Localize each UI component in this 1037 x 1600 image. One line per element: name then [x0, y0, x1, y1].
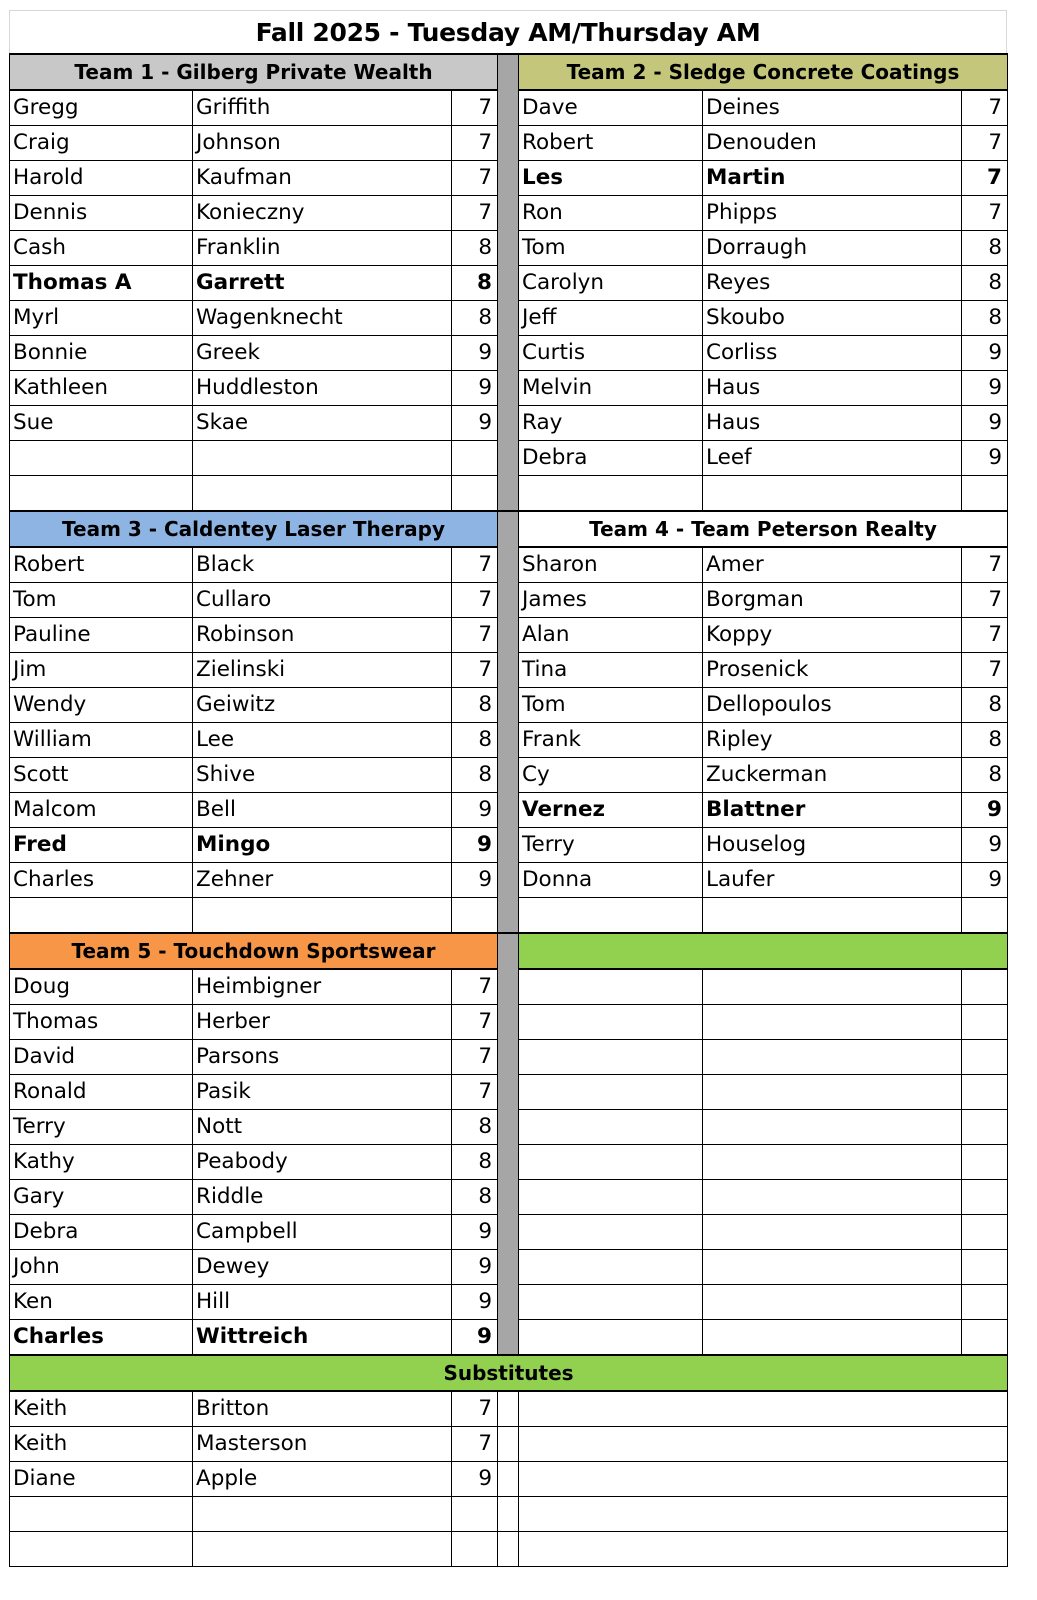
team3-first-name-cell[interactable]: Tom [10, 583, 193, 618]
team2-number-cell[interactable]: 8 [962, 301, 1008, 336]
team3-number-cell[interactable]: 8 [452, 758, 498, 793]
team6-last-name-cell[interactable] [703, 1005, 962, 1040]
team3-last-name-cell[interactable]: Mingo [193, 828, 452, 863]
team2-number-cell[interactable]: 9 [962, 336, 1008, 371]
team6-number-cell[interactable] [962, 1215, 1008, 1250]
team3-first-name-cell[interactable]: Scott [10, 758, 193, 793]
team1-first-name-cell[interactable] [10, 476, 193, 512]
team3-first-name-cell[interactable] [10, 898, 193, 934]
table-row [10, 1532, 1008, 1567]
team3-last-name-cell[interactable] [193, 898, 452, 934]
team2-first-name-cell[interactable]: Curtis [519, 336, 703, 371]
team5-last-name-cell[interactable]: Hill [193, 1285, 452, 1320]
substitute-first-name-cell[interactable]: Keith [10, 1427, 193, 1462]
team6-first-name-cell[interactable] [519, 1180, 703, 1215]
team2-header[interactable]: Team 2 - Sledge Concrete Coatings [519, 54, 1008, 90]
team5-last-name-cell[interactable]: Pasik [193, 1075, 452, 1110]
team1-last-name-cell[interactable]: Wagenknecht [193, 301, 452, 336]
team1-last-name-cell[interactable]: Skae [193, 406, 452, 441]
team6-number-cell[interactable] [962, 1250, 1008, 1285]
team4-number-cell[interactable] [962, 898, 1008, 934]
team4-last-name-cell[interactable]: Borgman [703, 583, 962, 618]
team3-number-cell[interactable]: 7 [452, 618, 498, 653]
team2-last-name-cell[interactable]: Haus [703, 371, 962, 406]
team5-number-cell[interactable]: 9 [452, 1250, 498, 1285]
team1-first-name-cell[interactable]: Myrl [10, 301, 193, 336]
team4-number-cell[interactable]: 9 [962, 793, 1008, 828]
team6-last-name-cell[interactable] [703, 1110, 962, 1145]
team5-last-name-cell[interactable]: Campbell [193, 1215, 452, 1250]
substitute-number-cell[interactable] [452, 1532, 498, 1567]
substitute-blank-cell[interactable] [519, 1427, 1008, 1462]
column-separator [498, 933, 519, 1355]
team2-number-cell[interactable]: 7 [962, 196, 1008, 231]
team5-last-name-cell[interactable]: Nott [193, 1110, 452, 1145]
team2-first-name-cell[interactable]: Tom [519, 231, 703, 266]
team4-last-name-cell[interactable]: Prosenick [703, 653, 962, 688]
team1-header[interactable]: Team 1 - Gilberg Private Wealth [10, 54, 498, 90]
table-row [10, 1427, 1008, 1462]
team2-last-name-cell[interactable]: Reyes [703, 266, 962, 301]
team4-number-cell[interactable]: 7 [962, 583, 1008, 618]
substitute-blank-cell[interactable] [498, 1391, 519, 1427]
team6-first-name-cell[interactable] [519, 1215, 703, 1250]
team2-last-name-cell[interactable] [703, 476, 962, 512]
team5-number-cell[interactable]: 8 [452, 1110, 498, 1145]
substitute-first-name-cell[interactable]: Keith [10, 1391, 193, 1427]
team1-first-name-cell[interactable]: Thomas A [10, 266, 193, 301]
team2-last-name-cell[interactable]: Haus [703, 406, 962, 441]
team2-number-cell[interactable]: 7 [962, 161, 1008, 196]
team3-first-name-cell[interactable]: Fred [10, 828, 193, 863]
team1-number-cell[interactable]: 7 [452, 196, 498, 231]
team2-number-cell[interactable]: 9 [962, 371, 1008, 406]
team5-first-name-cell[interactable]: Ronald [10, 1075, 193, 1110]
team1-last-name-cell[interactable]: Konieczny [193, 196, 452, 231]
substitute-number-cell[interactable]: 7 [452, 1391, 498, 1427]
team2-last-name-cell[interactable]: Corliss [703, 336, 962, 371]
team4-number-cell[interactable]: 7 [962, 618, 1008, 653]
team5-number-cell[interactable]: 7 [452, 1005, 498, 1040]
team3-first-name-cell[interactable]: Robert [10, 547, 193, 583]
team6-number-cell[interactable] [962, 1320, 1008, 1356]
team1-first-name-cell[interactable] [10, 441, 193, 476]
team1-number-cell[interactable]: 9 [452, 336, 498, 371]
team2-first-name-cell[interactable]: Jeff [519, 301, 703, 336]
team1-number-cell[interactable]: 8 [452, 301, 498, 336]
team4-first-name-cell[interactable]: James [519, 583, 703, 618]
team4-header[interactable]: Team 4 - Team Peterson Realty [519, 511, 1008, 547]
team1-last-name-cell[interactable]: Huddleston [193, 371, 452, 406]
substitute-number-cell[interactable]: 9 [452, 1462, 498, 1497]
team4-last-name-cell[interactable]: Blattner [703, 793, 962, 828]
team1-number-cell[interactable]: 8 [452, 231, 498, 266]
substitute-last-name-cell[interactable]: Britton [193, 1391, 452, 1427]
team3-first-name-cell[interactable]: Charles [10, 863, 193, 898]
team1-first-name-cell[interactable]: Cash [10, 231, 193, 266]
team5-last-name-cell[interactable]: Parsons [193, 1040, 452, 1075]
team6-number-cell[interactable] [962, 1040, 1008, 1075]
team1-first-name-cell[interactable]: Craig [10, 126, 193, 161]
team1-last-name-cell[interactable] [193, 476, 452, 512]
team2-last-name-cell[interactable]: Skoubo [703, 301, 962, 336]
team3-first-name-cell[interactable]: Malcom [10, 793, 193, 828]
team6-number-cell[interactable] [962, 1110, 1008, 1145]
roster-sheet [9, 10, 1007, 1567]
team2-number-cell[interactable] [962, 476, 1008, 512]
team4-last-name-cell[interactable]: Koppy [703, 618, 962, 653]
team6-number-cell[interactable] [962, 1285, 1008, 1320]
team5-last-name-cell[interactable]: Heimbigner [193, 969, 452, 1005]
team3-number-cell[interactable]: 9 [452, 828, 498, 863]
team6-first-name-cell[interactable] [519, 1320, 703, 1356]
team5-number-cell[interactable]: 9 [452, 1215, 498, 1250]
team2-last-name-cell[interactable]: Leef [703, 441, 962, 476]
team1-last-name-cell[interactable]: Franklin [193, 231, 452, 266]
team6-last-name-cell[interactable] [703, 1040, 962, 1075]
team3-number-cell[interactable]: 7 [452, 583, 498, 618]
team6-first-name-cell[interactable] [519, 1040, 703, 1075]
team3-first-name-cell[interactable]: Pauline [10, 618, 193, 653]
substitute-blank-cell[interactable] [519, 1462, 1008, 1497]
team2-first-name-cell[interactable]: Ray [519, 406, 703, 441]
team4-last-name-cell[interactable]: Dellopoulos [703, 688, 962, 723]
team6-last-name-cell[interactable] [703, 1180, 962, 1215]
team6-last-name-cell[interactable] [703, 1320, 962, 1356]
team6-last-name-cell[interactable] [703, 1215, 962, 1250]
team5-first-name-cell[interactable]: David [10, 1040, 193, 1075]
substitute-number-cell[interactable]: 7 [452, 1427, 498, 1462]
team3-last-name-cell[interactable]: Geiwitz [193, 688, 452, 723]
team3-first-name-cell[interactable]: Jim [10, 653, 193, 688]
team1-last-name-cell[interactable]: Kaufman [193, 161, 452, 196]
substitute-last-name-cell[interactable]: Masterson [193, 1427, 452, 1462]
team1-number-cell[interactable]: 9 [452, 371, 498, 406]
team1-first-name-cell[interactable]: Sue [10, 406, 193, 441]
team3-first-name-cell[interactable]: Wendy [10, 688, 193, 723]
team5-last-name-cell[interactable]: Riddle [193, 1180, 452, 1215]
substitute-blank-cell[interactable] [498, 1497, 519, 1532]
column-separator [498, 54, 519, 511]
team2-first-name-cell[interactable]: Carolyn [519, 266, 703, 301]
team4-number-cell[interactable]: 8 [962, 758, 1008, 793]
team6-last-name-cell[interactable] [703, 969, 962, 1005]
team6-first-name-cell[interactable] [519, 1145, 703, 1180]
team5-number-cell[interactable]: 7 [452, 1040, 498, 1075]
substitute-first-name-cell[interactable] [10, 1497, 193, 1532]
team3-number-cell[interactable]: 8 [452, 723, 498, 758]
team6-header[interactable] [519, 933, 1008, 969]
sheet-title[interactable]: Fall 2025 - Tuesday AM/Thursday AM [9, 10, 1007, 53]
table-row [10, 1462, 1008, 1497]
team1-number-cell[interactable] [452, 441, 498, 476]
team6-number-cell[interactable] [962, 1180, 1008, 1215]
substitute-blank-cell[interactable] [519, 1391, 1008, 1427]
team3-number-cell[interactable]: 9 [452, 793, 498, 828]
team6-last-name-cell[interactable] [703, 1250, 962, 1285]
team3-last-name-cell[interactable]: Bell [193, 793, 452, 828]
team4-last-name-cell[interactable]: Laufer [703, 863, 962, 898]
team2-first-name-cell[interactable] [519, 476, 703, 512]
team5-last-name-cell[interactable]: Peabody [193, 1145, 452, 1180]
team2-last-name-cell[interactable]: Phipps [703, 196, 962, 231]
team1-number-cell[interactable]: 9 [452, 406, 498, 441]
team4-first-name-cell[interactable]: Tom [519, 688, 703, 723]
team4-last-name-cell[interactable]: Houselog [703, 828, 962, 863]
team4-first-name-cell[interactable]: Vernez [519, 793, 703, 828]
team4-first-name-cell[interactable]: Cy [519, 758, 703, 793]
team5-number-cell[interactable]: 9 [452, 1320, 498, 1356]
substitute-blank-cell[interactable] [519, 1532, 1008, 1567]
substitute-last-name-cell[interactable] [193, 1532, 452, 1567]
team2-first-name-cell[interactable]: Les [519, 161, 703, 196]
team4-last-name-cell[interactable]: Zuckerman [703, 758, 962, 793]
team5-first-name-cell[interactable]: Terry [10, 1110, 193, 1145]
team5-first-name-cell[interactable]: Kathy [10, 1145, 193, 1180]
team1-first-name-cell[interactable]: Gregg [10, 90, 193, 126]
team5-number-cell[interactable]: 9 [452, 1285, 498, 1320]
team2-number-cell[interactable]: 8 [962, 231, 1008, 266]
team5-first-name-cell[interactable]: John [10, 1250, 193, 1285]
team3-last-name-cell[interactable]: Cullaro [193, 583, 452, 618]
team5-number-cell[interactable]: 7 [452, 1075, 498, 1110]
team1-number-cell[interactable]: 7 [452, 161, 498, 196]
team3-last-name-cell[interactable]: Zielinski [193, 653, 452, 688]
team5-number-cell[interactable]: 7 [452, 969, 498, 1005]
team4-number-cell[interactable]: 8 [962, 688, 1008, 723]
team5-first-name-cell[interactable]: Ken [10, 1285, 193, 1320]
team6-last-name-cell[interactable] [703, 1145, 962, 1180]
team4-last-name-cell[interactable]: Ripley [703, 723, 962, 758]
team3-number-cell[interactable] [452, 898, 498, 934]
team4-first-name-cell[interactable]: Donna [519, 863, 703, 898]
team3-number-cell[interactable]: 9 [452, 863, 498, 898]
team6-number-cell[interactable] [962, 1145, 1008, 1180]
team2-number-cell[interactable]: 7 [962, 90, 1008, 126]
team3-header[interactable]: Team 3 - Caldentey Laser Therapy [10, 511, 498, 547]
team5-first-name-cell[interactable]: Charles [10, 1320, 193, 1356]
team4-number-cell[interactable]: 9 [962, 828, 1008, 863]
team4-last-name-cell[interactable] [703, 898, 962, 934]
team5-first-name-cell[interactable]: Doug [10, 969, 193, 1005]
team5-last-name-cell[interactable]: Herber [193, 1005, 452, 1040]
team1-last-name-cell[interactable]: Griffith [193, 90, 452, 126]
team6-last-name-cell[interactable] [703, 1075, 962, 1110]
team2-last-name-cell[interactable]: Denouden [703, 126, 962, 161]
team6-number-cell[interactable] [962, 1075, 1008, 1110]
team1-first-name-cell[interactable]: Kathleen [10, 371, 193, 406]
team6-last-name-cell[interactable] [703, 1285, 962, 1320]
team1-first-name-cell[interactable]: Bonnie [10, 336, 193, 371]
team6-first-name-cell[interactable] [519, 1005, 703, 1040]
column-separator [498, 511, 519, 933]
team1-last-name-cell[interactable] [193, 441, 452, 476]
team3-last-name-cell[interactable]: Lee [193, 723, 452, 758]
team6-first-name-cell[interactable] [519, 1075, 703, 1110]
table-row [10, 1497, 1008, 1532]
team4-number-cell[interactable]: 8 [962, 723, 1008, 758]
team2-first-name-cell[interactable]: Dave [519, 90, 703, 126]
team1-number-cell[interactable] [452, 476, 498, 512]
team5-first-name-cell[interactable]: Gary [10, 1180, 193, 1215]
team4-number-cell[interactable]: 7 [962, 653, 1008, 688]
team5-number-cell[interactable]: 8 [452, 1180, 498, 1215]
substitute-last-name-cell[interactable]: Apple [193, 1462, 452, 1497]
substitute-blank-cell[interactable] [519, 1497, 1008, 1532]
team2-last-name-cell[interactable]: Dorraugh [703, 231, 962, 266]
team2-number-cell[interactable]: 9 [962, 406, 1008, 441]
substitute-last-name-cell[interactable] [193, 1497, 452, 1532]
team3-last-name-cell[interactable]: Zehner [193, 863, 452, 898]
roster-grid [9, 53, 1008, 1567]
team3-number-cell[interactable]: 8 [452, 688, 498, 723]
team6-first-name-cell[interactable] [519, 1250, 703, 1285]
team6-first-name-cell[interactable] [519, 1285, 703, 1320]
team6-number-cell[interactable] [962, 969, 1008, 1005]
team2-first-name-cell[interactable]: Melvin [519, 371, 703, 406]
team5-number-cell[interactable]: 8 [452, 1145, 498, 1180]
team1-number-cell[interactable]: 7 [452, 90, 498, 126]
team4-number-cell[interactable]: 7 [962, 547, 1008, 583]
team2-last-name-cell[interactable]: Deines [703, 90, 962, 126]
team4-first-name-cell[interactable]: Terry [519, 828, 703, 863]
substitutes-header[interactable]: Substitutes [10, 1355, 1008, 1391]
team4-first-name-cell[interactable]: Tina [519, 653, 703, 688]
substitute-blank-cell[interactable] [498, 1532, 519, 1567]
team3-first-name-cell[interactable]: William [10, 723, 193, 758]
team3-last-name-cell[interactable]: Shive [193, 758, 452, 793]
substitute-first-name-cell[interactable]: Diane [10, 1462, 193, 1497]
team1-last-name-cell[interactable]: Garrett [193, 266, 452, 301]
team2-first-name-cell[interactable]: Ron [519, 196, 703, 231]
team3-last-name-cell[interactable]: Robinson [193, 618, 452, 653]
substitute-number-cell[interactable] [452, 1497, 498, 1532]
team4-first-name-cell[interactable]: Alan [519, 618, 703, 653]
substitute-first-name-cell[interactable] [10, 1532, 193, 1567]
team6-first-name-cell[interactable] [519, 969, 703, 1005]
team1-first-name-cell[interactable]: Dennis [10, 196, 193, 231]
team4-first-name-cell[interactable]: Frank [519, 723, 703, 758]
substitute-blank-cell[interactable] [498, 1462, 519, 1497]
team5-first-name-cell[interactable]: Thomas [10, 1005, 193, 1040]
team5-header[interactable]: Team 5 - Touchdown Sportswear [10, 933, 498, 969]
team1-last-name-cell[interactable]: Johnson [193, 126, 452, 161]
team6-number-cell[interactable] [962, 1005, 1008, 1040]
team4-last-name-cell[interactable]: Amer [703, 547, 962, 583]
team4-first-name-cell[interactable]: Sharon [519, 547, 703, 583]
team2-first-name-cell[interactable]: Robert [519, 126, 703, 161]
team3-number-cell[interactable]: 7 [452, 547, 498, 583]
team2-number-cell[interactable]: 9 [962, 441, 1008, 476]
team1-number-cell[interactable]: 8 [452, 266, 498, 301]
team5-last-name-cell[interactable]: Dewey [193, 1250, 452, 1285]
team2-number-cell[interactable]: 8 [962, 266, 1008, 301]
team4-first-name-cell[interactable] [519, 898, 703, 934]
team5-first-name-cell[interactable]: Debra [10, 1215, 193, 1250]
team3-number-cell[interactable]: 7 [452, 653, 498, 688]
team6-first-name-cell[interactable] [519, 1110, 703, 1145]
team1-first-name-cell[interactable]: Harold [10, 161, 193, 196]
team5-last-name-cell[interactable]: Wittreich [193, 1320, 452, 1356]
team1-number-cell[interactable]: 7 [452, 126, 498, 161]
table-row [10, 1391, 1008, 1427]
team2-first-name-cell[interactable]: Debra [519, 441, 703, 476]
team4-number-cell[interactable]: 9 [962, 863, 1008, 898]
team3-last-name-cell[interactable]: Black [193, 547, 452, 583]
team2-number-cell[interactable]: 7 [962, 126, 1008, 161]
team1-last-name-cell[interactable]: Greek [193, 336, 452, 371]
substitute-blank-cell[interactable] [498, 1427, 519, 1462]
team2-last-name-cell[interactable]: Martin [703, 161, 962, 196]
